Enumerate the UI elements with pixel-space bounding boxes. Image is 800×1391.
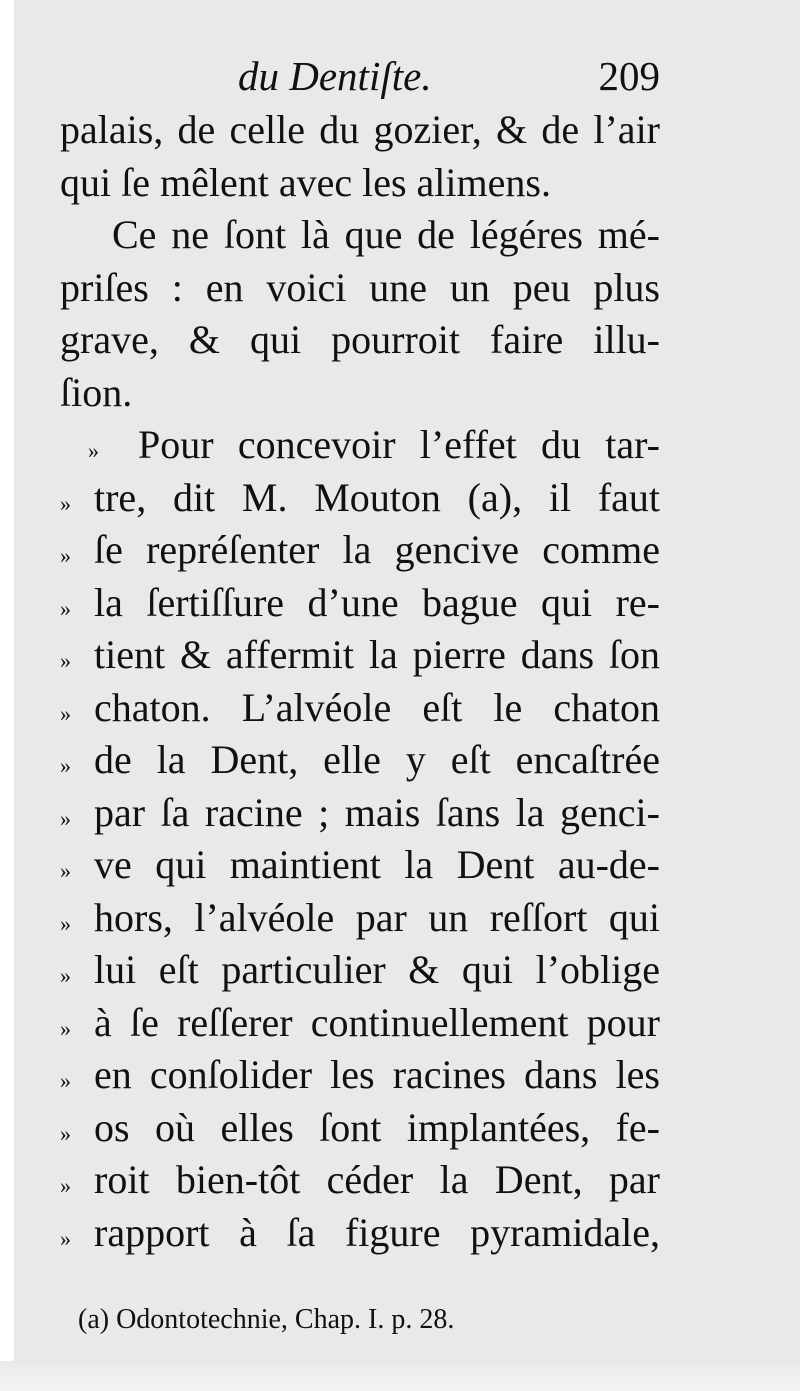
quote-mark: »: [60, 648, 71, 673]
quote-mark: »: [60, 1173, 71, 1198]
quote-mark: »: [60, 1015, 71, 1041]
footnote: (a) Odontotechnie, Chap. I. p. 28.: [78, 1304, 455, 1335]
quoted-line: » en conſolider les racines dans les: [60, 1049, 660, 1102]
text-line: priſes : en voici une un peu plus: [60, 264, 660, 310]
body-text: [60, 104, 660, 1259]
quoted-line: » roit bien-tôt céder la Dent, par: [60, 1154, 660, 1207]
page-header: [60, 46, 660, 106]
quoted-line: » par ſa racine ; mais ſans la genci-: [60, 787, 660, 840]
text-line: Ce ne ſont là que de légéres mé-: [112, 212, 660, 257]
quoted-line: » Pour concevoir l’effet du tar-: [60, 419, 660, 472]
quoted-line: » hors, l’alvéole par un reſſort qui: [60, 892, 660, 945]
text-line: grave, & qui pourroit faire illu-: [60, 317, 660, 362]
quote-mark: »: [60, 753, 71, 778]
quoted-line: » ve qui maintient la Dent au-de-: [60, 839, 660, 892]
quote-mark: »: [60, 490, 71, 516]
quoted-line: » os où elles ſont implantées, fe-: [60, 1102, 660, 1155]
quote-mark: »: [88, 438, 99, 463]
page-edge-bottom: [0, 1361, 800, 1391]
running-title: du Dentiſte.: [238, 53, 432, 99]
quoted-line: » à ſe reſſerer continuellement pour: [60, 997, 660, 1050]
page-edge-left: [0, 0, 14, 1391]
quote-mark: »: [60, 1068, 71, 1093]
text-line: ſion.: [60, 369, 133, 415]
quoted-line: » lui eſt particulier & qui l’oblige: [60, 944, 660, 997]
quoted-line: » rapport à ſa figure pyramidale,: [60, 1207, 660, 1260]
quote-mark: »: [60, 910, 71, 936]
quoted-line: » chaton. L’alvéole eſt le chaton: [60, 682, 660, 735]
quote-mark: »: [60, 1225, 71, 1251]
quote-mark: »: [60, 805, 71, 831]
quote-mark: »: [60, 1120, 71, 1146]
text-line: qui ſe mêlent avec les alimens.: [60, 159, 551, 205]
quoted-line: » tient & affermit la pierre dans ſon: [60, 629, 660, 682]
page-number: 209: [598, 53, 660, 99]
quote-mark: »: [60, 700, 71, 726]
quote-mark: »: [60, 543, 71, 568]
quoted-line: » tre, dit M. Mouton (a), il faut: [60, 472, 660, 525]
quoted-line: » de la Dent, elle y eſt encaſtrée: [60, 734, 660, 787]
quote-mark: »: [60, 595, 71, 621]
quote-mark: »: [60, 963, 71, 988]
quoted-line: » ſe repréſenter la gencive comme: [60, 524, 660, 577]
quoted-line: » la ſertiſſure d’une bague qui re-: [60, 577, 660, 630]
quote-mark: »: [60, 858, 71, 883]
text-line: palais, de celle du gozier, & de l’air: [60, 107, 660, 152]
